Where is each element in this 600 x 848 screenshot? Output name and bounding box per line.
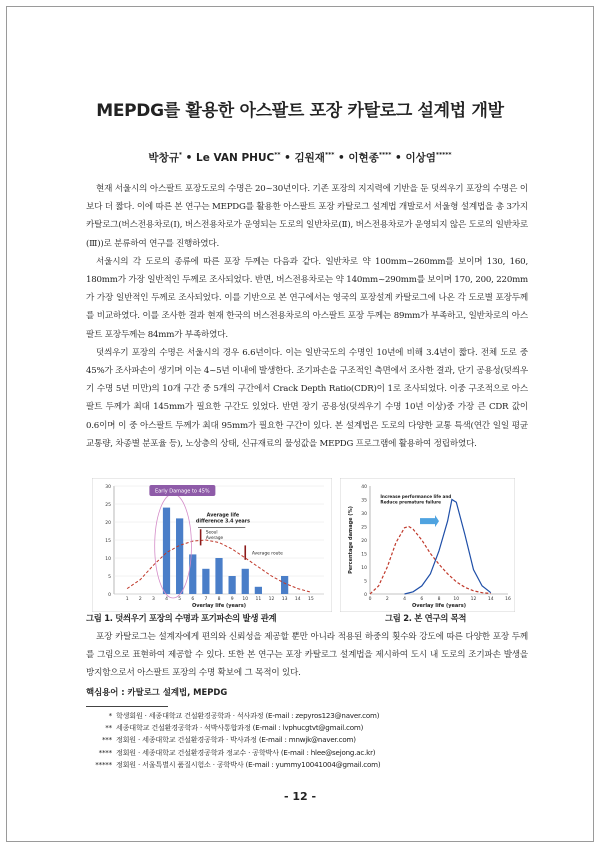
x-tick-label: 10 <box>453 597 460 602</box>
x-tick-label: 9 <box>230 597 234 602</box>
y-tick-label: 35 <box>361 498 367 504</box>
x-tick-label: 13 <box>281 597 288 602</box>
bar <box>176 518 183 594</box>
y-tick-label: 5 <box>364 579 367 585</box>
x-axis-title: Overlay life (years) <box>191 603 247 609</box>
figure-2-chart <box>340 478 515 612</box>
figure-1-chart <box>92 478 332 612</box>
figure-2-caption: 그림 2. 본 연구의 목적 <box>385 613 467 623</box>
avg-life-difference-label: difference 3.4 years <box>195 519 250 525</box>
author: 이상염***** <box>405 151 452 164</box>
y-axis-title: Percentage damage (%) <box>348 506 354 574</box>
author: 김원재*** • <box>294 151 349 164</box>
x-tick-label: 16 <box>505 597 511 602</box>
keywords: 핵심용어 : 카탈로그 설계법, MEPDG <box>86 687 228 697</box>
y-tick-label: 40 <box>361 485 367 490</box>
x-tick-label: 1 <box>125 597 129 602</box>
avg-life-difference-label: Average life <box>206 513 240 519</box>
bar <box>281 576 288 594</box>
x-tick-label: 2 <box>138 597 142 602</box>
x-tick-label: 3 <box>151 597 155 602</box>
footnote: ** 세종대학교 건설환경공학과 · 석박사통합과정 (E-mail : lvphucgtvt@gmail.com) <box>105 723 364 733</box>
bar <box>202 569 209 594</box>
author: 박창규* • <box>148 151 197 164</box>
x-tick-label: 4 <box>165 597 168 602</box>
y-tick-label: 30 <box>361 512 367 517</box>
author-line <box>0 150 600 165</box>
y-tick-label: 10 <box>361 566 367 571</box>
figure-1-caption: 그림 1. 덧씌우기 포장의 수명과 포기파손의 발생 관계 <box>86 613 277 623</box>
annotation-label: Increase performance life and <box>380 494 452 500</box>
paragraph: 현재 서울시의 아스팔트 포장도로의 수명은 20~30년이다. 기존 포장의 지지력에 기반을 둔 덧씌우기 포장의 수명은 이보다 더 짧다. 이에 따른 본 연구는 MEPDG를 활용한 아스팔트 포장 카탈로그 설계법 개발로서 서울형 설계법을 총 3가지 카탈로그(버스전용차로(Ⅰ), 버스전용차로가 운영되는 도로의 일반차로(Ⅱ), 버스전용차로가 운영되지 않은 도로의 일반차로(Ⅲ))로 분류하여 연구를 진행하였다. <box>86 184 528 249</box>
bar <box>229 576 236 594</box>
x-axis-title: Overlay life (years) <box>411 603 467 609</box>
paragraph: 포장 카탈로그는 설계자에게 편의와 신뢰성을 제공할 뿐만 아니라 적용된 하중의 횟수와 강도에 따른 다양한 포장 두께를 그림으로 표현하여 제공할 수 있다. 또한 본 연구는 포장 카탈로그 설계법을 제시하여 도시 내 도로의 조기파손 발생을 방지함으로서 아스팔트 포장의 수명 확보에 그 목적이 있다. <box>86 632 528 679</box>
y-tick-label: 30 <box>105 485 111 490</box>
footnote: *** 정회원 · 세종대학교 건설환경공학과 · 박사과정 (E-mail : mnwjk@naver.com) <box>101 735 356 745</box>
annotation-label: Reduce premature failure <box>380 499 442 505</box>
footnote: **** 정회원 · 세종대학교 건설환경공학과 정교수 · 공학박사 (E-mail : hlee@sejong.ac.kr) <box>98 747 376 757</box>
y-tick-label: 5 <box>108 575 111 580</box>
paragraph: 덧씌우기 포장의 수명은 서울시의 경우 6.6년이다. 이는 일반국도의 수명인 10년에 비해 3.4년이 짧다. 전체 도로 중 45%가 조사파손이 생기며 이는 4~5년 이내에 발생한다. 조기파손을 구조적인 측면에서 조사한 결과, 단기 공용성(덧씌우기 수명 5년 미만)의 10개 구간 중 5개의 구간에서 Crack Depth Ratio(CDR)이 1로 조사되었다. 이중 구조적으로 아스팔트 두께가 최대 145mm가 필요한 구간도 있었다. 반면 장기 공용성(덧씌우기 수명 10년 이상)중 가장 큰 CDR 값이 0.6이며 이 중 아스팔트 두께가 최대 95mm가 필요한 구간이 있다. 본 설계법은 도로의 다양한 교통 특색(연간 일일 평균 교통량, 차종별 분포율 등), 노상층의 상태, 신규재료의 물성값을 MEPDG 프로그램에 활용하여 정립하였다. <box>86 347 528 449</box>
seoul-average-label: Average <box>205 534 224 540</box>
bar <box>215 558 222 594</box>
average-route-label: Average route <box>251 551 283 557</box>
x-tick-label: 10 <box>242 597 249 602</box>
y-tick-label: 25 <box>361 525 367 531</box>
x-tick-label: 14 <box>294 597 301 602</box>
y-tick-label: 15 <box>105 539 111 544</box>
author: 이현종**** • <box>348 151 406 164</box>
x-tick-label: 7 <box>204 597 208 602</box>
body-after-figures <box>86 628 528 683</box>
footnote-rule <box>86 706 168 707</box>
x-tick-label: 12 <box>470 597 477 602</box>
x-tick-label: 8 <box>217 597 221 602</box>
paper-title: MEPDG를 활용한 아스팔트 포장 카탈로그 설계법 개발 <box>96 101 504 121</box>
x-tick-label: 8 <box>437 597 441 602</box>
bar <box>189 554 196 594</box>
seoul-average-label: Seoul <box>205 529 218 535</box>
x-tick-label: 2 <box>385 597 389 602</box>
x-tick-label: 0 <box>368 597 372 602</box>
y-tick-label: 0 <box>364 593 367 598</box>
x-tick-label: 6 <box>191 597 195 602</box>
x-tick-label: 15 <box>308 597 314 602</box>
y-tick-label: 25 <box>105 503 111 508</box>
page-number: - 12 - <box>283 790 317 803</box>
footnote: ***** 정회원 · 서울특별시 품질시험소 · 공학박사 (E-mail : yummy10041004@gmail.com) <box>95 759 381 769</box>
x-tick-label: 5 <box>178 597 182 602</box>
bar <box>255 587 262 594</box>
y-tick-label: 20 <box>105 521 111 526</box>
x-tick-label: 12 <box>268 597 275 602</box>
footnote: * 학생회원 · 세종대학교 건설환경공학과 · 석사과정 (E-mail : zepyros123@naver.com) <box>108 711 380 720</box>
author: Le VAN PHUC** • <box>196 151 295 164</box>
bar <box>242 569 249 594</box>
early-damage-badge-label: Early Damage to 45% <box>155 488 210 495</box>
footnotes <box>86 710 526 771</box>
x-tick-label: 4 <box>403 597 406 602</box>
y-tick-label: 0 <box>108 593 111 598</box>
y-tick-label: 15 <box>361 552 367 558</box>
chart-frame <box>92 478 332 612</box>
abstract-body <box>86 180 528 453</box>
paragraph: 서울시의 각 도로의 종류에 따른 포장 두께는 다음과 같다. 일반차로 약 100mm~260mm를 보이며 130, 160, 180mm가 가장 일반적인 두께로 조사되었다. 반면, 버스전용차로는 약 140mm~290mm를 보이며 170, 200, 220mm가 가장 일반적인 두께로 조사되었다. 이를 기반으로 본 연구에서는 영국의 포장설계 카탈로그에 나온 각 도로별 포장두께를 비교하였다. 이를 조사한 결과 현재 한국의 버스전용차로의 아스팔트 포장 두께는 89mm가 부족하고, 일반차로의 아스팔트 포장두께는 84mm가 부족하였다. <box>86 256 528 340</box>
x-tick-label: 14 <box>487 597 494 602</box>
y-tick-label: 10 <box>105 557 111 562</box>
x-tick-label: 11 <box>255 597 262 602</box>
x-tick-label: 6 <box>420 597 424 602</box>
y-tick-label: 20 <box>361 539 367 544</box>
